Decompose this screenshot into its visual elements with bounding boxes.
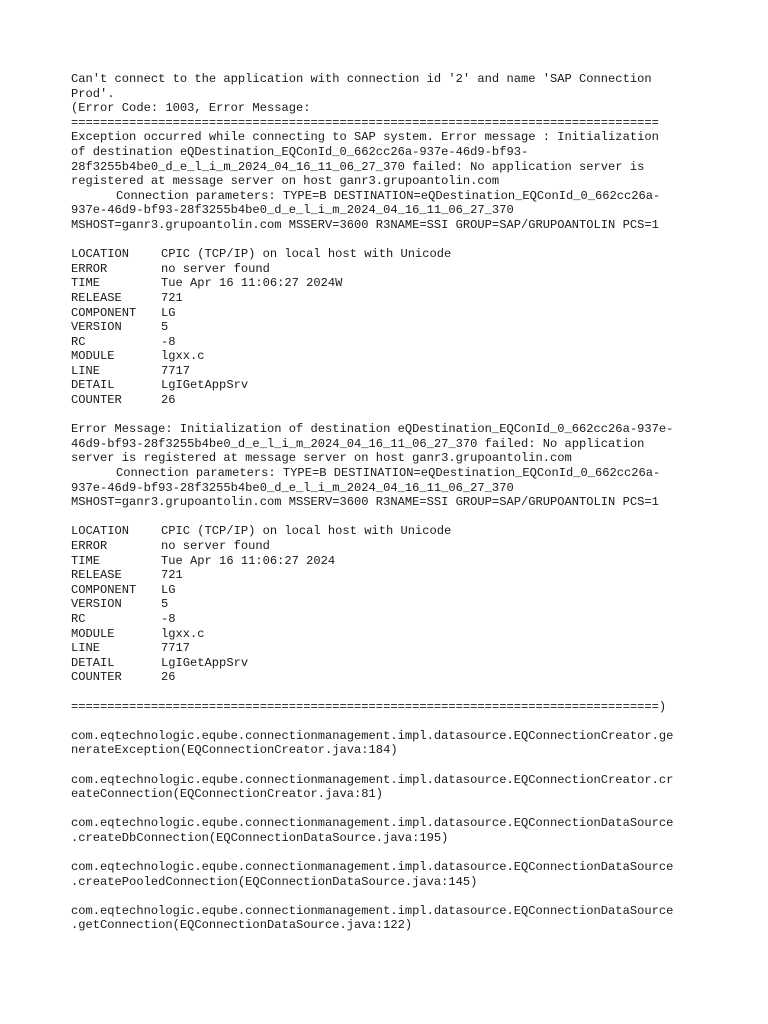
exception-message-line: of destination eQDestination_EQConId_0_662cc26a-937e-46d9-bf93- — [71, 144, 529, 159]
detail-key: VERSION — [71, 320, 122, 335]
detail-row — [71, 320, 711, 335]
stack-trace-line: com.eqtechnologic.eqube.connectionmanagement.impl.datasource.EQConnectionCreator.cr — [71, 772, 674, 787]
spacer — [71, 802, 711, 817]
stack-trace-line: nerateException(EQConnectionCreator.java:184) — [71, 743, 398, 758]
detail-key: VERSION — [71, 597, 122, 612]
detail-key: ERROR — [71, 261, 108, 276]
spacer — [71, 714, 711, 729]
detail-value: -8 — [161, 611, 176, 626]
detail-key: DETAIL — [71, 378, 115, 393]
detail-key: TIME — [71, 553, 101, 568]
detail-value: 26 — [161, 393, 176, 408]
detail-row — [71, 349, 711, 364]
detail-row — [71, 306, 711, 321]
detail-key: RC — [71, 334, 86, 349]
detail-row — [71, 378, 711, 393]
connection-parameters-line: Connection parameters: TYPE=B DESTINATION=eQDestination_EQConId_0_662cc26a- — [116, 466, 661, 481]
detail-key: ERROR — [71, 539, 108, 553]
detail-row — [71, 612, 711, 627]
detail-key: LOCATION — [71, 247, 130, 262]
detail-value: LG — [161, 305, 176, 320]
detail-value: no server found — [161, 261, 270, 276]
detail-key: COMPONENT — [71, 582, 137, 597]
detail-row — [71, 627, 711, 642]
detail-key: COUNTER — [71, 393, 122, 408]
detail-row — [71, 393, 711, 408]
error-header-line: Can't connect to the application with connection id '2' and name 'SAP Connection — [71, 72, 652, 86]
stack-trace-line: com.eqtechnologic.eqube.connectionmanagement.impl.datasource.EQConnectionDataSource — [71, 903, 674, 918]
detail-row — [71, 597, 711, 612]
detail-key: LINE — [71, 641, 101, 656]
stack-trace-line: .createPooledConnection(EQConnectionDataSource.java:145) — [71, 874, 478, 889]
connection-parameters-line: Connection parameters: TYPE=B DESTINATION=eQDestination_EQConId_0_662cc26a- — [116, 188, 661, 203]
detail-value: LG — [161, 582, 176, 597]
exception-message-line: 28f3255b4be0_d_e_l_i_m_2024_04_16_11_06_27_370 failed: No application server is — [71, 159, 645, 174]
stack-trace-frame — [71, 729, 711, 758]
spacer — [71, 233, 711, 248]
detail-value: CPIC (TCP/IP) on local host with Unicode — [161, 524, 452, 539]
exception-message-line: Exception occurred while connecting to SAP system. Error message : Initialization — [71, 130, 659, 145]
spacer — [71, 510, 711, 525]
stack-trace-frame — [71, 773, 711, 802]
detail-value: 5 — [161, 597, 169, 612]
stack-trace-frame — [71, 816, 711, 845]
connection-parameters-line: MSHOST=ganr3.grupoantolin.com MSSERV=3600 R3NAME=SSI GROUP=SAP/GRUPOANTOLIN PCS=1 — [71, 495, 659, 510]
detail-key: COUNTER — [71, 670, 122, 685]
stack-trace-frame — [71, 860, 711, 889]
stack-trace-line: .getConnection(EQConnectionDataSource.java:122) — [71, 918, 413, 933]
detail-key: MODULE — [71, 349, 115, 364]
detail-row — [71, 291, 711, 306]
detail-row — [71, 364, 711, 379]
detail-value: lgxx.c — [161, 349, 205, 364]
spacer — [71, 845, 711, 860]
error-document — [71, 72, 711, 933]
detail-key: COMPONENT — [71, 305, 137, 320]
detail-row — [71, 568, 711, 583]
detail-row — [71, 524, 711, 539]
exception-message-line: registered at message server on host ganr3.grupoantolin.com — [71, 174, 500, 189]
stack-trace-line: .createDbConnection(EQConnectionDataSource.java:195) — [71, 830, 449, 845]
detail-value: 7717 — [161, 641, 191, 656]
connection-parameters-line: 937e-46d9-bf93-28f3255b4be0_d_e_l_i_m_2024_04_16_11_06_27_370 — [71, 203, 514, 218]
error-message-line: Error Message: Initialization of destination eQDestination_EQConId_0_662cc26a-937e- — [71, 422, 674, 437]
separator-bottom: =================================================================================) — [71, 699, 667, 714]
detail-row — [71, 656, 711, 671]
detail-value: -8 — [161, 334, 176, 349]
details-block-1 — [71, 247, 711, 408]
details-block-2 — [71, 524, 711, 685]
detail-row — [71, 262, 711, 277]
connection-parameters-line: 937e-46d9-bf93-28f3255b4be0_d_e_l_i_m_2024_04_16_11_06_27_370 — [71, 480, 514, 495]
detail-row — [71, 247, 711, 262]
detail-value: 5 — [161, 320, 169, 335]
detail-row — [71, 641, 711, 656]
stack-trace-line: com.eqtechnologic.eqube.connectionmanagement.impl.datasource.EQConnectionCreator.ge — [71, 728, 674, 743]
detail-value: CPIC (TCP/IP) on local host with Unicode — [161, 247, 452, 262]
detail-key: LOCATION — [71, 524, 130, 539]
stack-trace-line: com.eqtechnologic.eqube.connectionmanagement.impl.datasource.EQConnectionDataSource — [71, 816, 674, 831]
spacer — [71, 408, 711, 423]
detail-row — [71, 583, 711, 598]
detail-row — [71, 670, 711, 685]
detail-value: Tue Apr 16 11:06:27 2024 — [161, 553, 336, 568]
detail-value: 721 — [161, 568, 183, 583]
stack-trace-line: eateConnection(EQConnectionCreator.java:81) — [71, 787, 384, 802]
detail-value: LgIGetAppSrv — [161, 378, 249, 393]
detail-value: Tue Apr 16 11:06:27 2024W — [161, 276, 343, 291]
detail-value: lgxx.c — [161, 626, 205, 641]
error-code-line: (Error Code: 1003, Error Message: — [71, 101, 311, 116]
error-header-line: Prod'. — [71, 86, 115, 101]
spacer — [71, 685, 711, 700]
detail-row — [71, 554, 711, 569]
connection-parameters-line: MSHOST=ganr3.grupoantolin.com MSSERV=3600 R3NAME=SSI GROUP=SAP/GRUPOANTOLIN PCS=1 — [71, 217, 659, 232]
detail-value: 26 — [161, 670, 176, 685]
spacer — [71, 889, 711, 904]
detail-key: RELEASE — [71, 568, 122, 583]
detail-key: TIME — [71, 276, 101, 291]
detail-key: LINE — [71, 363, 101, 378]
detail-key: MODULE — [71, 626, 115, 641]
detail-key: RC — [71, 611, 86, 626]
detail-row — [71, 335, 711, 350]
detail-value: no server found — [161, 539, 270, 553]
spacer — [71, 758, 711, 773]
error-message-line: server is registered at message server on host ganr3.grupoantolin.com — [71, 451, 572, 466]
detail-key: RELEASE — [71, 290, 122, 305]
detail-value: LgIGetAppSrv — [161, 655, 249, 670]
detail-value: 721 — [161, 290, 183, 305]
detail-row — [71, 276, 711, 291]
detail-key: DETAIL — [71, 655, 115, 670]
detail-value: 7717 — [161, 363, 191, 378]
stack-trace-frame — [71, 904, 711, 933]
detail-row — [71, 539, 711, 554]
separator-top: ================================================================================= — [71, 115, 659, 130]
stack-trace-line: com.eqtechnologic.eqube.connectionmanagement.impl.datasource.EQConnectionDataSource — [71, 860, 674, 875]
error-message-line: 46d9-bf93-28f3255b4be0_d_e_l_i_m_2024_04_16_11_06_27_370 failed: No application — [71, 436, 645, 451]
